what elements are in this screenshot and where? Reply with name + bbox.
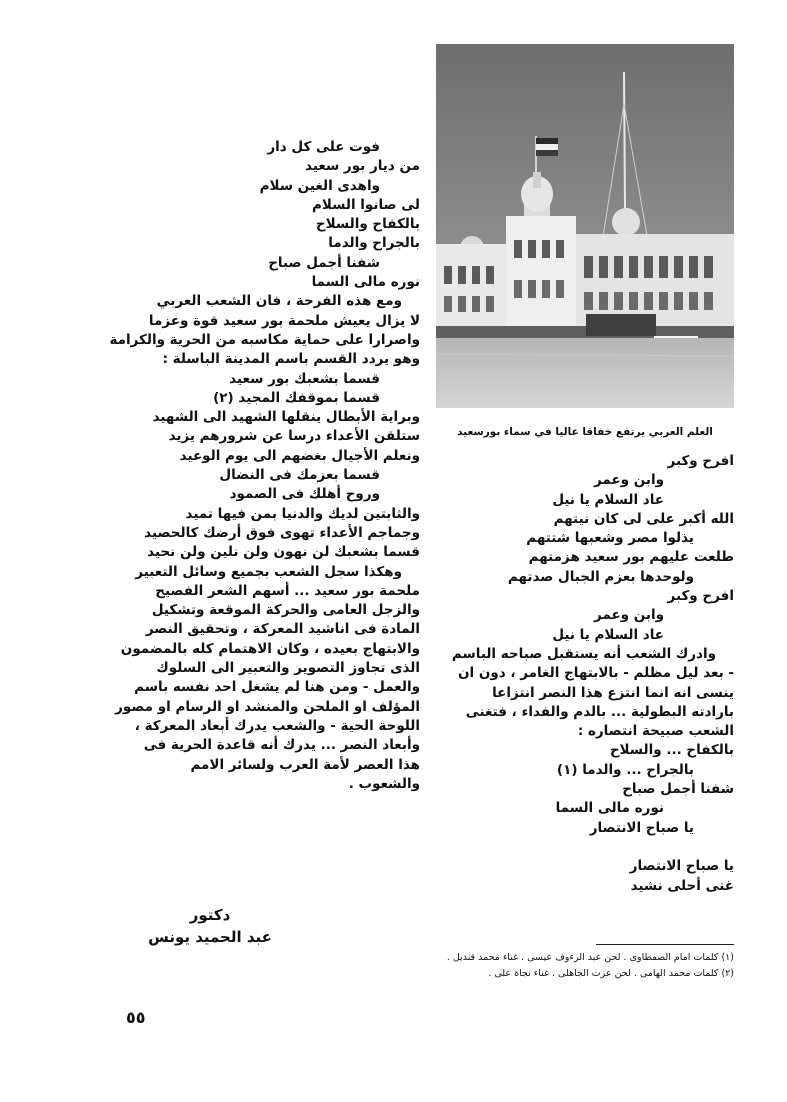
text-line: فوت على كل دار	[267, 139, 380, 155]
text-line: هذا العصر لأمة العرب ولسائر الامم	[190, 756, 420, 773]
text-line: لا يزال يعيش ملحمة بور سعيد قوة وعزما	[148, 312, 420, 329]
text-line: الشعب صبيحة انتصاره :	[577, 723, 734, 740]
text-line: والعمل - ومن هنا لم يشغل احد نفسه باسم	[134, 679, 420, 696]
text-line: وبراية الأبطال ينقلها الشهيد الى الشهيد	[152, 409, 420, 426]
photo-caption: العلم العربي يرتفع خفاقا عاليا في سماء بورسعيد	[457, 426, 713, 438]
text-line: بالجراح ... والدما (١)	[556, 761, 694, 778]
footnote-2: (٢) كلمات محمد الهامى . لحن عزت الجاهلى . غناء نجاة على .	[488, 968, 734, 979]
text-line: وابن وعمر	[594, 472, 664, 489]
text-line: نوره مالى السما	[311, 274, 420, 291]
text-line: ملحمة بور سعيد ... أسهم الشعر الفصيح	[155, 582, 420, 599]
text-line: والثابتين لديك والدنيا بمن فيها تميد	[185, 505, 420, 522]
text-line: وروح أهلك فى الصمود	[229, 486, 380, 503]
text-line: يا صباح الانتصار	[629, 858, 734, 875]
text-line: بالجراح والدما	[328, 235, 420, 252]
text-line: ينسى انه انما انتزع هذا النصر انتزاعا	[492, 684, 734, 701]
text-line: وادرك الشعب أنه يستقبل صباحه الباسم	[451, 645, 716, 662]
text-line: ستلقن الأعداء درسا عن شرورهم يزيد	[168, 428, 420, 445]
text-line: والشعوب .	[348, 775, 420, 792]
text-line: ونعلم الأجيال بغضهم الى يوم الوعيد	[179, 447, 420, 464]
text-line: الله أكبر على لى كان نيتهم	[553, 510, 734, 527]
text-line: وجماجم الأعداء تهوى فوق أرضك كالحصيد	[144, 524, 420, 541]
text-line: بارادته البطولية ... بالدم والفداء ، فتغنى	[465, 703, 734, 720]
text-line: شفنا أجمل صباح	[268, 254, 380, 271]
text-line	[436, 838, 734, 857]
text-line: قسما بموقفك المجيد (٢)	[213, 389, 380, 406]
text-line: عاد السلام يا نيل	[552, 491, 664, 508]
text-line: طلعت عليهم بور سعيد هزمتهم	[528, 549, 734, 566]
footnote-1: (١) كلمات امام الصفطاوى . لحن عبد الرءوف عيسى . غناء محمد قنديل .	[446, 952, 734, 963]
text-line: وهو يردد القسم باسم المدينة الباسلة :	[162, 351, 420, 368]
text-line: قسما بعزمك فى النضال	[219, 467, 380, 484]
text-line: افرح وكبر	[667, 453, 734, 469]
text-line: ولوحدها بعزم الجبال صدتهم	[507, 568, 694, 585]
page-number: ٥٥	[126, 1008, 146, 1027]
text-line: من ديار بور سعيد	[305, 158, 420, 175]
text-line: يذلوا مصر وشعبها شتتهم	[526, 530, 694, 547]
text-line: المؤلف او الملحن والمنشد او الرسام او مصور	[115, 698, 420, 715]
author-title: دكتور	[189, 906, 231, 924]
text-line: - بعد ليل مظلم - بالابتهاج الغامر ، دون ان	[458, 665, 734, 682]
text-line: عاد السلام يا نيل	[552, 626, 664, 643]
text-line: افرح وكبر	[667, 588, 734, 605]
text-line: وابن وعمر	[594, 607, 664, 624]
text-line: المادة فى اناشيد المعركة ، وتحقيق النصر	[145, 621, 420, 638]
text-line: شفنا أجمل صباح	[622, 781, 734, 798]
text-line: لى صانوا السلام	[312, 196, 420, 213]
text-line: وهكذا سجل الشعب بجميع وسائل التعبير	[135, 563, 402, 580]
author-signature	[130, 904, 290, 948]
text-line: نوره مالى السما	[555, 800, 664, 817]
text-line: بالكفاح ... والسلاح	[609, 742, 734, 759]
footnote-divider	[596, 944, 734, 945]
text-line: غنى أحلى نشيد	[630, 877, 734, 894]
text-line: قسما بشعبك بور سعيد	[229, 370, 380, 387]
text-line: قسما بشعبك لن نهون ولن نلين ولن نحيد	[147, 544, 420, 561]
text-line: واهدى الغين سلام	[259, 177, 380, 194]
text-line: ومع هذه الفرحة ، فان الشعب العربي	[156, 293, 402, 310]
building-photo	[436, 44, 734, 408]
left-text-column	[100, 138, 420, 794]
text-line: وأبعاد النصر ... يدرك أنه قاعدة الحرية فى	[143, 737, 420, 754]
text-line: يا صباح الانتصار	[589, 819, 694, 836]
text-line: الذى تجاوز التصوير والتعبير الى السلوك	[156, 660, 420, 677]
text-line: اللوحة الحية - والشعب يدرك أبعاد المعركة ،	[134, 717, 420, 734]
text-line: بالكفاح والسلاح	[315, 216, 420, 233]
footnotes	[300, 950, 734, 982]
text-line: والزجل العامى والحركة الموقعة وتشكيل	[151, 602, 420, 619]
text-line: واصرارا على حماية مكاسبه من الحرية والكرامة	[109, 331, 420, 348]
text-line: والابتهاج بعيده ، وكان الاهتمام كله بالمضمون	[120, 640, 420, 657]
right-text-column	[436, 452, 734, 896]
author-name: عبد الحميد يونس	[148, 928, 272, 946]
